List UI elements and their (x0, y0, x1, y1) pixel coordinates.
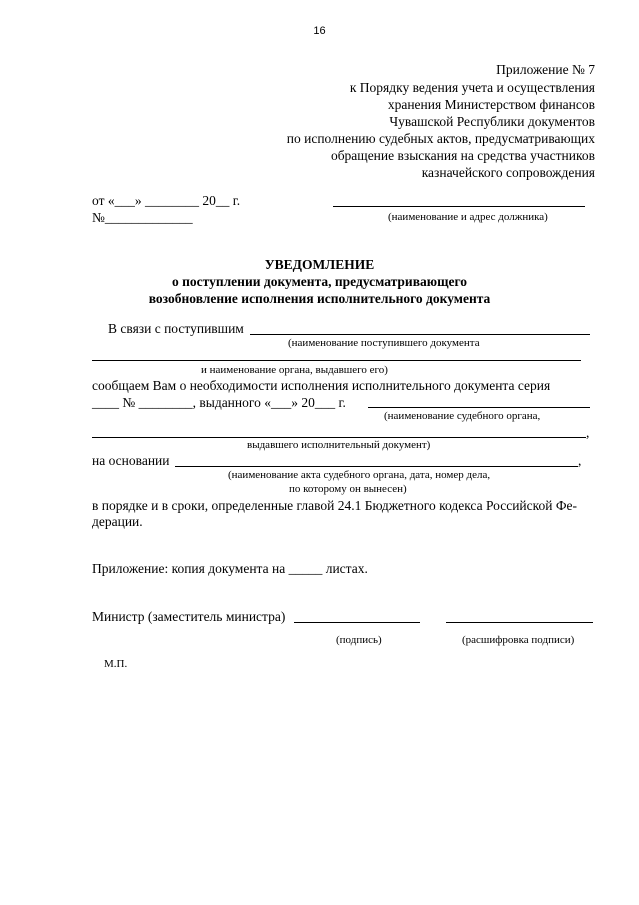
page-number: 16 (313, 25, 326, 37)
basis-prefix: на основании (92, 453, 170, 468)
stamp-label: М.П. (104, 658, 128, 670)
signature-underline (294, 622, 420, 623)
title-line-3: возобновление исполнения исполнительного документа (148, 291, 491, 306)
caption-act: (наименование акта судебного органа, дата, номер дела, (228, 469, 491, 481)
court-second-underline (92, 437, 586, 438)
title-main: УВЕДОМЛЕНИЕ (264, 257, 375, 272)
attachment-line: Приложение: копия документа на _____ листах. (92, 561, 368, 576)
appendix-line-7: казначейского сопровождения (421, 165, 595, 180)
debtor-underline (333, 206, 585, 207)
caption-court: (наименование судебного органа, (384, 410, 541, 422)
title-line-2: о поступлении документа, предусматривающего (171, 274, 468, 289)
order-line-2: дерации. (92, 514, 143, 529)
connection-prefix: В связи с поступившим (108, 321, 244, 336)
comma-1: , (586, 425, 590, 440)
appendix-line-4: Чувашской Республики документов (389, 114, 595, 129)
caption-signature-decode: (расшифровка подписи) (462, 634, 575, 646)
document-second-underline (92, 360, 581, 361)
caption-document: (наименование поступившего документа (288, 337, 480, 349)
appendix-line-6: обращение взыскания на средства участников (330, 148, 595, 163)
appendix-line-5: по исполнению судебных актов, предусматривающих (286, 131, 595, 146)
series-line: ____ № ________, выданного «___» 20___ г. (92, 395, 346, 410)
appendix-line-3: хранения Министерством финансов (387, 97, 595, 112)
order-line-1: в порядке и в сроки, определенные главой 24.1 Бюджетного кодекса Российской Фе- (92, 498, 578, 513)
debtor-caption: (наименование и адрес должника) (388, 211, 548, 223)
caption-court-2: выдавшего исполнительный документ) (247, 439, 431, 451)
inform-line: сообщаем Вам о необходимости исполнения исполнительного документа серия (92, 378, 551, 393)
appendix-line-2: к Порядку ведения учета и осуществления (349, 80, 595, 95)
caption-act-2: по которому он вынесен) (289, 483, 407, 495)
number-line: №_____________ (92, 210, 193, 225)
signature-decode-underline (446, 622, 593, 623)
minister-label: Министр (заместитель министра) (92, 609, 286, 624)
court-underline (368, 407, 590, 408)
caption-issuer: и наименование органа, выдавшего его) (201, 364, 388, 376)
caption-signature: (подпись) (336, 634, 382, 646)
basis-underline (175, 466, 578, 467)
date-line: от «___» ________ 20__ г. (92, 193, 241, 208)
received-document-underline (250, 334, 590, 335)
comma-2: , (578, 453, 582, 468)
appendix-line-1: Приложение № 7 (496, 62, 595, 77)
